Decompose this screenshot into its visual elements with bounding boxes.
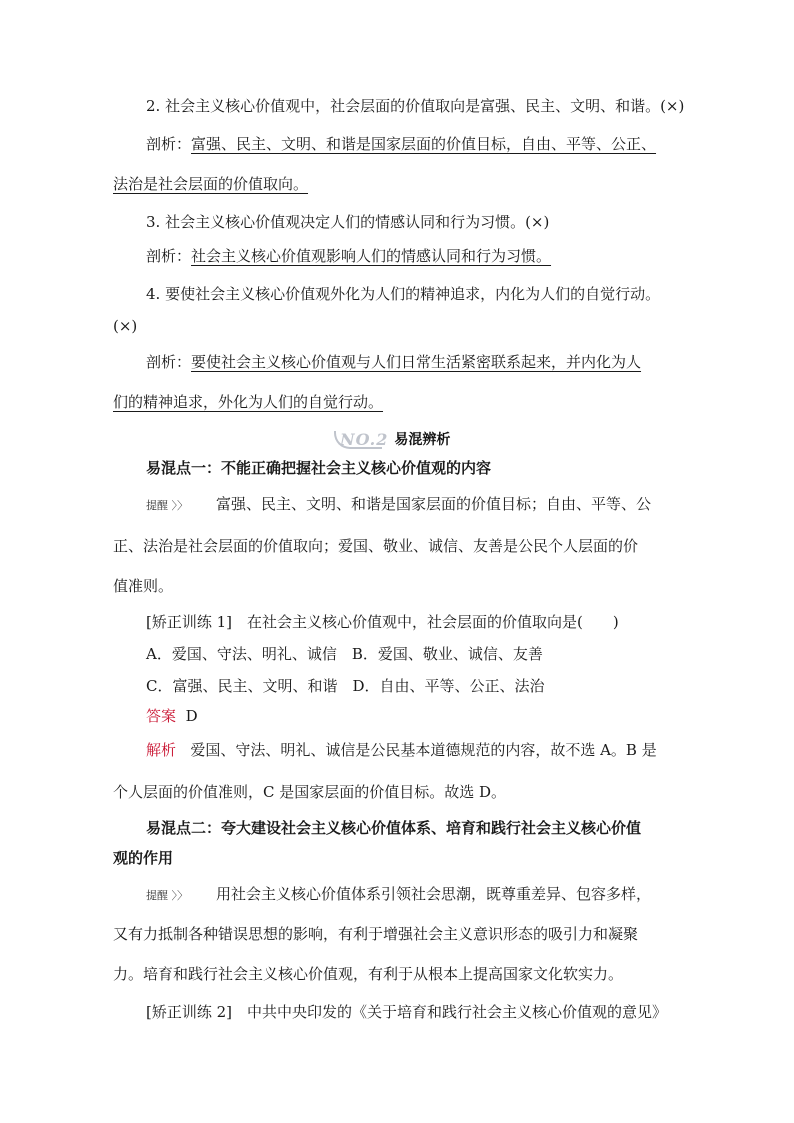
section-header [340, 428, 450, 450]
analysis-label: 剖析： [146, 353, 192, 371]
statement-4-line2: (×) [113, 317, 138, 335]
exercise-1-analysis-line2: 个人层面的价值准则，C 是国家层面的价值目标。故选 D。 [113, 783, 507, 801]
tip-1-line2: 正、法治是社会层面的价值取向；爱国、敬业、诚信、友善是公民个人层面的价 [113, 537, 639, 555]
analysis-text: 社会主义核心价值观影响人们的情感认同和行为习惯。 [191, 247, 552, 265]
analysis-4-line1 [146, 352, 641, 372]
analysis-2-line2: 法治是社会层面的价值取向。 [113, 175, 309, 193]
tip-2-line3: 力。培育和践行社会主义核心价值观，有利于从根本上提高国家文化软实力。 [113, 965, 624, 983]
confusion-point-2-title-line2: 观的作用 [113, 849, 174, 867]
exercise-1-options-ab: A．爱国、守法、明礼、诚信 B．爱国、敬业、诚信、友善 [146, 645, 543, 663]
exercise-1-analysis-line1: 解析 爱国、守法、明礼、诚信是公民基本道德规范的内容，故不选 A。B 是 [146, 741, 657, 759]
swoosh-decoration [334, 431, 382, 449]
exercise-1-stem: [矫正训练 1] 在社会主义核心价值观中，社会层面的价值取向是( ) [146, 613, 619, 631]
statement-3: 3. 社会主义核心价值观决定人们的情感认同和行为习惯。(×) [146, 213, 550, 231]
analysis-text: 要使社会主义核心价值观与人们日常生活紧密联系起来，并内化为人 [191, 353, 642, 371]
exercise-2-stem: [矫正训练 2] 中共中央印发的《关于培育和践行社会主义核心价值观的意见》 [146, 1003, 668, 1021]
section-number: NO.2 [340, 429, 389, 449]
analysis-3 [146, 246, 551, 266]
exercise-1-options-cd: C．富强、民主、文明、和谐 D．自由、平等、公正、法治 [146, 677, 545, 695]
tip-1-line3: 值准则。 [113, 577, 174, 595]
confusion-point-1-title: 易混点一：不能正确把握社会主义核心价值观的内容 [146, 459, 492, 477]
exercise-1-answer [146, 706, 198, 726]
tip-2-line2: 又有力抵制各种错误思想的影响，有利于增强社会主义意识形态的吸引力和凝聚 [113, 925, 639, 943]
statement-4-line1: 4. 要使社会主义核心价值观外化为人们的精神追求，内化为人们的自觉行动。 [146, 285, 661, 303]
answer-value: D [185, 707, 198, 725]
analysis-4-line2: 们的精神追求，外化为人们的自觉行动。 [113, 393, 384, 411]
tip-label: 提醒 〉〉 [146, 499, 188, 512]
confusion-point-2-title-line1: 易混点二：夸大建设社会主义核心价值体系、培育和践行社会主义核心价值 [146, 819, 642, 837]
analysis-label: 剖析： [146, 135, 192, 153]
tip-2-line1: 提醒 〉〉 用社会主义核心价值体系引领社会思潮，既尊重差异、包容多样， [146, 885, 652, 903]
statement-2: 2. 社会主义核心价值观中，社会层面的价值取向是富强、民主、文明、和谐。(×) [146, 97, 685, 115]
analysis-2-line1 [146, 134, 656, 154]
tip-1-line1: 提醒 〉〉 富强、民主、文明、和谐是国家层面的价值目标；自由、平等、公 [146, 495, 652, 513]
answer-label: 答案 [146, 707, 177, 725]
section-title: 易混辨析 [394, 432, 451, 448]
analysis-label: 解析 [146, 741, 177, 759]
tip-label: 提醒 〉〉 [146, 889, 188, 902]
analysis-text: 富强、民主、文明、和谐是国家层面的价值目标，自由、平等、公正、 [191, 135, 657, 153]
analysis-label: 剖析： [146, 247, 192, 265]
